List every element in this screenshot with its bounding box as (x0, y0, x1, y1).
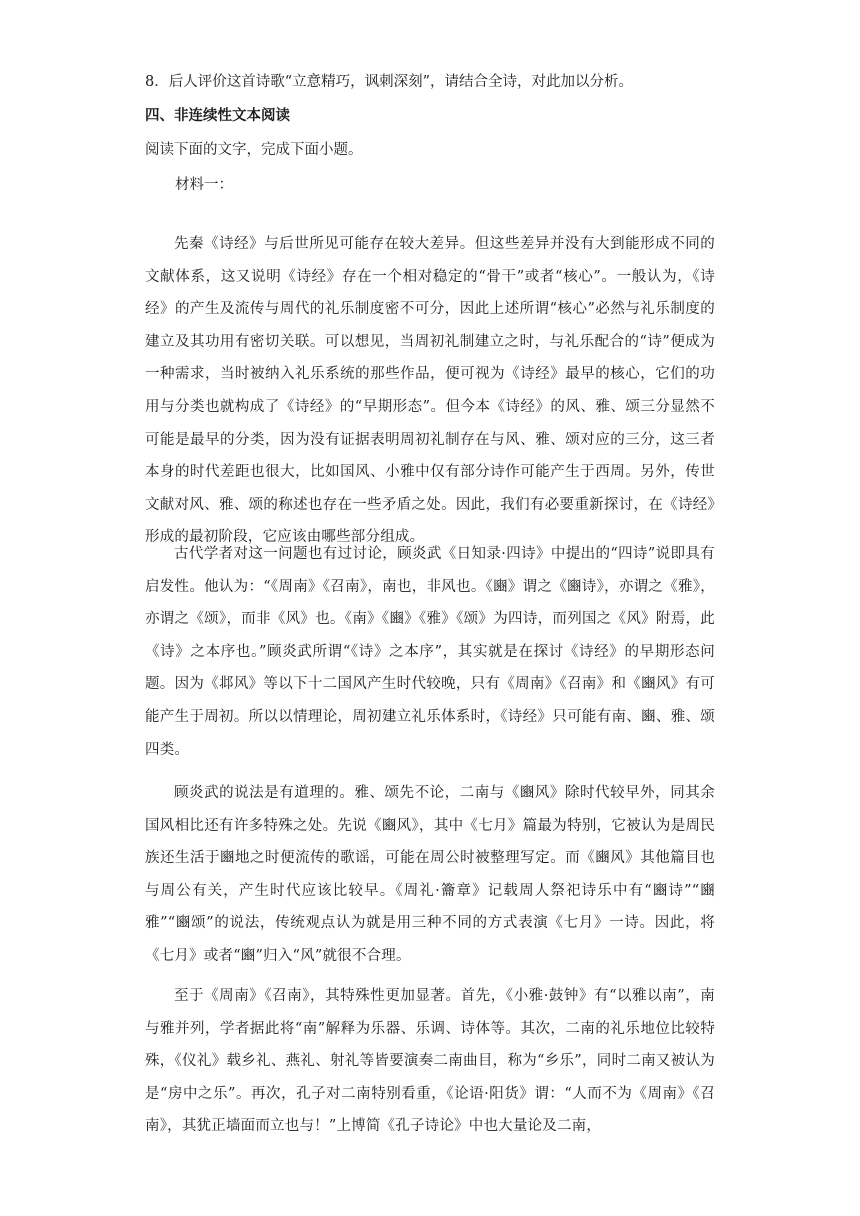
reading-instruction: 阅读下面的文字，完成下面小题。 (145, 142, 363, 158)
paragraph-3: 顾炎武的说法是有道理的。雅、颂先不论，二南与《豳风》除时代较早外，同其余国风相比还有许多特殊之处。先说《豳风》，其中《七月》篇最为特别，它被认为是周民族还生活于豳地之时便流传的歌谣，可能在周公时被整理写定。而《豳风》其他篇目也与周公有关，产生时代应该比较早。《周礼·籥章》记载周人祭祀诗乐中有“豳诗”“豳雅”“豳颂”的说法，传统观点认为就是用三种不同的方式表演《七月》一诗。因此，将《七月》或者“豳”归入“风”就很不合理。 (145, 785, 715, 964)
question-8: 8．后人评价这首诗歌“立意精巧，讽刺深刻”，请结合全诗，对此加以分析。 (145, 74, 634, 90)
paragraph-2: 古代学者对这一问题也有过讨论，顾炎武《日知录·四诗》中提出的“四诗”说即具有启发性。他认为：“《周南》《召南》，南也，非风也。《豳》谓之《豳诗》，亦谓之《雅》，亦谓之《颂》，而非《风》也。《南》《豳》《雅》《颂》为四诗，而列国之《风》附焉，此《诗》之本序也。”顾炎武所谓“《诗》之本序”，其实就是在探讨《诗经》的早期形态问题。因为《邶风》等以下十二国风产生时代较晚，只有《周南》《召南》和《豳风》有可能产生于周初。所以以情理论，周初建立礼乐体系时，《诗经》只可能有南、豳、雅、颂四类。 (145, 546, 715, 758)
section-title: 四、非连续性文本阅读 (145, 108, 290, 124)
paragraph-1: 先秦《诗经》与后世所见可能存在较大差异。但这些差异并没有大到能形成不同的文献体系，这又说明《诗经》存在一个相对稳定的“骨干”或者“核心”。一般认为，《诗经》的产生及流传与周代的礼乐制度密不可分，因此上述所谓“核心”必然与礼乐制度的建立及其功用有密切关联。可以想见，当周初礼制建立之时，与礼乐配合的“诗”便成为一种需求，当时被纳入礼乐系统的那些作品，便可视为《诗经》最早的核心，它们的功用与分类也就构成了《诗经》的“早期形态”。但今本《诗经》的风、雅、颂三分显然不可能是最早的分类，因为没有证据表明周初礼制存在与风、雅、颂对应的三分，这三者本身的时代差距也很大，比如国风、小雅中仅有部分诗作可能产生于西周。另外，传世文献对风、雅、颂的称述也存在一些矛盾之处。因此，我们有必要重新探讨，在《诗经》形成的最初阶段，它应该由哪些部分组成。 (145, 236, 715, 546)
material-label: 材料一： (175, 177, 233, 193)
paragraph-4: 至于《周南》《召南》，其特殊性更加显著。首先，《小雅·鼓钟》有“以雅以南”，南与雅并列，学者据此将“南”解释为乐器、乐调、诗体等。其次，二南的礼乐地位比较特殊，《仪礼》载乡礼、燕礼、射礼等皆要演奏二南曲目，称为“乡乐”，同时二南又被认为是“房中之乐”。再次，孔子对二南特别看重，《论语·阳货》谓：“人而不为《周南》《召南》，其犹正墙面而立也与！”上博简《孔子诗论》中也大量论及二南， (145, 988, 715, 1135)
